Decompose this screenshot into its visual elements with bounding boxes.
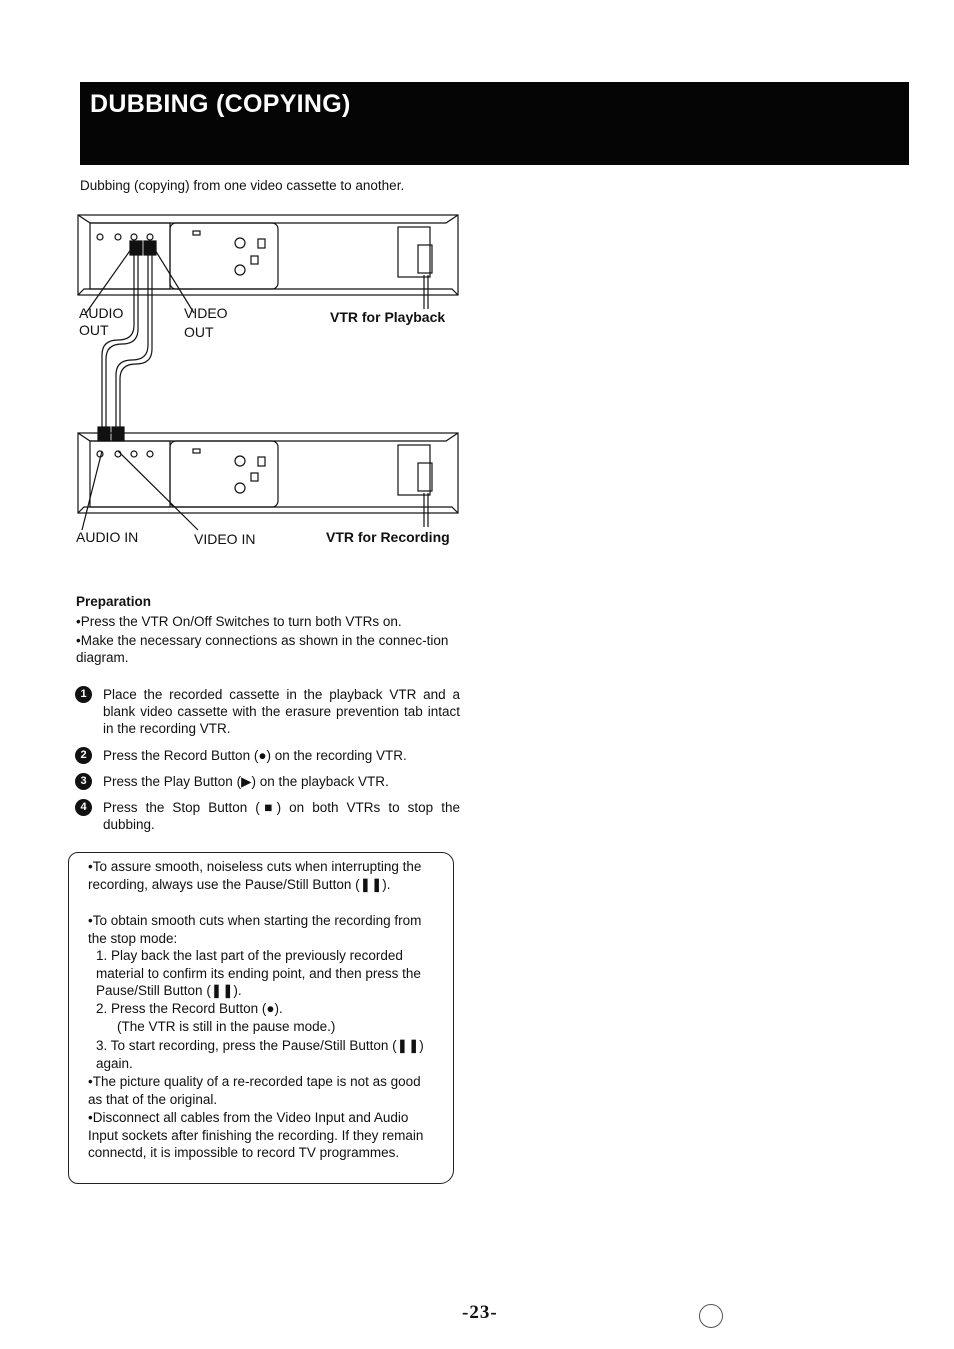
title-banner	[80, 82, 909, 165]
dubbing-cables	[98, 241, 156, 441]
recording-vtr-illustration	[78, 433, 458, 527]
circle-mark-icon	[699, 1304, 723, 1328]
audio-out-label-line2: OUT	[79, 322, 109, 338]
note-item: •To assure smooth, noiseless cuts when interrupting the recording, always use the Pause/Still Button (❚❚).	[88, 859, 422, 892]
note-subitem: (The VTR is still in the pause mode.)	[117, 1019, 336, 1034]
note-subitem: 3. To start recording, press the Pause/Still Button (❚❚) again.	[96, 1038, 424, 1071]
step-number-icon: 3	[75, 773, 92, 790]
audio-in-label: AUDIO IN	[76, 529, 139, 545]
step-text: Press the Record Button (●) on the recording VTR.	[103, 748, 407, 763]
step-text: Press the Stop Button (■) on both VTRs to stop the dubbing.	[103, 800, 460, 832]
note-subitem: 1. Play back the last part of the previously recorded material to confirm its ending point, and then press the Pause/Still Button (❚❚).	[96, 948, 421, 998]
note-item: •The picture quality of a re-recorded tape is not as good as that of the original.	[88, 1074, 421, 1107]
note-subitem: 2. Press the Record Button (●).	[96, 1001, 283, 1016]
step-text: Place the recorded cassette in the playback VTR and a blank video cassette with the erasure prevention tab intact in the recording VTR.	[103, 687, 460, 736]
vtr-diagram-svg	[70, 205, 470, 555]
connection-diagram	[70, 205, 470, 555]
preparation-heading: Preparation	[76, 594, 152, 609]
page-title: DUBBING (COPYING)	[90, 90, 351, 118]
step-number-icon: 4	[75, 799, 92, 816]
note-item: •To obtain smooth cuts when starting the recording from the stop mode:	[88, 913, 422, 946]
step-number-icon: 1	[75, 686, 92, 703]
video-in-label: VIDEO IN	[194, 531, 256, 547]
step-number-icon: 2	[75, 747, 92, 764]
step-text: Press the Play Button (▶) on the playback VTR.	[103, 774, 389, 789]
note-item: •Disconnect all cables from the Video Input and Audio Input sockets after finishing the recording. If they remain connectd, it is impossible to record TV programmes.	[88, 1110, 424, 1160]
playback-vtr-illustration	[78, 215, 458, 309]
vtr-recording-label: VTR for Recording	[326, 529, 450, 545]
page-number: -23-	[462, 1302, 498, 1323]
preparation-item: •Make the necessary connections as shown in the connec-tion diagram.	[76, 633, 449, 665]
video-out-label-line2: OUT	[184, 324, 214, 340]
preparation-item: •Press the VTR On/Off Switches to turn both VTRs on.	[76, 614, 402, 629]
vtr-playback-label: VTR for Playback	[330, 309, 446, 325]
video-out-label-line1: VIDEO	[184, 305, 228, 321]
audio-out-label-line1: AUDIO	[79, 305, 124, 321]
intro-text: Dubbing (copying) from one video cassette to another.	[80, 178, 405, 193]
